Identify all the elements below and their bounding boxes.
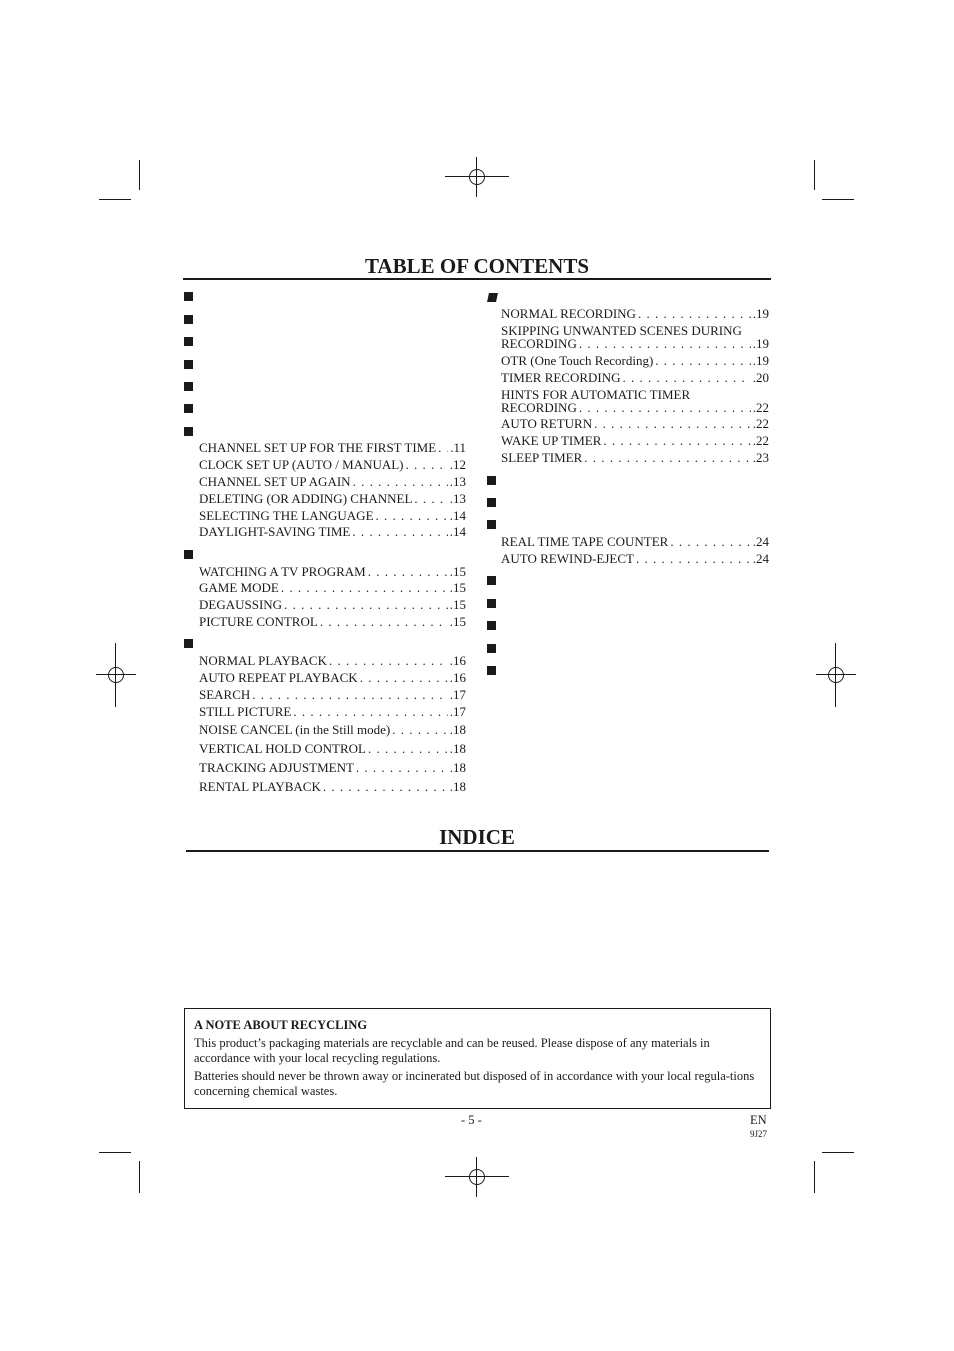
toc-entry-label: PICTURE CONTROL	[199, 614, 318, 629]
section-bullet-icon	[184, 360, 193, 369]
dot-leader	[594, 416, 751, 431]
dot-leader	[670, 534, 750, 549]
dot-leader	[623, 370, 751, 385]
dot-leader	[406, 457, 448, 472]
toc-entry-label: AUTO REWIND-EJECT	[501, 551, 634, 566]
crop-mark	[99, 1152, 131, 1153]
registration-mark-icon	[457, 1157, 497, 1197]
toc-entry[interactable]	[501, 336, 769, 351]
toc-entry-page: .18	[449, 722, 466, 737]
toc-entry[interactable]	[501, 370, 769, 385]
toc-entry-page: .23	[752, 450, 769, 465]
toc-entry-label: NORMAL PLAYBACK	[199, 653, 327, 668]
crop-mark	[139, 1161, 140, 1193]
toc-entry[interactable]	[501, 450, 769, 465]
recycling-note-box	[184, 1008, 771, 1109]
toc-entry-label: STILL PICTURE	[199, 704, 292, 719]
toc-entry[interactable]	[501, 306, 769, 321]
toc-entry[interactable]	[199, 491, 466, 506]
toc-entry-label: WATCHING A TV PROGRAM	[199, 564, 366, 579]
dot-leader	[368, 741, 448, 756]
toc-entry-page: .15	[449, 564, 466, 579]
dot-leader	[655, 353, 750, 368]
toc-entry-page: .13	[449, 491, 466, 506]
toc-entry-page: .20	[752, 370, 769, 385]
toc-entry-label: CLOCK SET UP (AUTO / MANUAL)	[199, 457, 404, 472]
dot-leader	[438, 440, 448, 455]
toc-entry-label: AUTO RETURN	[501, 416, 593, 431]
registration-mark-icon	[96, 655, 136, 695]
toc-entry[interactable]	[199, 779, 466, 794]
dot-leader	[356, 760, 448, 775]
toc-entry-label: CHANNEL SET UP AGAIN	[199, 474, 351, 489]
toc-entry-label: DELETING (OR ADDING) CHANNEL	[199, 491, 413, 506]
toc-entry-page: .17	[449, 704, 466, 719]
section-bullet-icon	[487, 476, 496, 485]
registration-mark-icon	[457, 157, 497, 197]
toc-entry[interactable]	[199, 670, 466, 685]
toc-entry[interactable]	[501, 551, 769, 566]
dot-leader	[579, 400, 751, 415]
toc-entry-page: .11	[450, 440, 466, 455]
toc-entry[interactable]	[199, 508, 466, 523]
section-bullet-icon	[184, 427, 193, 436]
toc-entry[interactable]	[501, 416, 769, 431]
toc-entry-label: OTR (One Touch Recording)	[501, 353, 654, 368]
page-number: - 5 -	[461, 1113, 482, 1127]
section-bullet-icon	[487, 576, 496, 585]
dot-leader	[636, 551, 751, 566]
section-bullet-icon	[487, 666, 496, 675]
toc-entry-page: .17	[449, 687, 466, 702]
section-bullet-icon	[487, 498, 496, 507]
toc-entry-label: SLEEP TIMER	[501, 450, 583, 465]
dot-leader	[329, 653, 448, 668]
toc-entry[interactable]	[199, 474, 466, 489]
toc-entry-page: .15	[449, 614, 466, 629]
toc-entry[interactable]	[199, 440, 466, 455]
dot-leader	[360, 670, 448, 685]
dot-leader	[323, 779, 448, 794]
recycling-note-paragraph: Batteries should never be thrown away or incinerated but disposed of in accordance with your local regula-tions concerning chemical wastes.	[194, 1068, 755, 1098]
toc-entry-label: RENTAL PLAYBACK	[199, 779, 321, 794]
dot-leader	[320, 614, 448, 629]
registration-mark-icon	[816, 655, 856, 695]
toc-entry-page: .19	[752, 353, 769, 368]
section-bullet-icon	[184, 639, 193, 648]
toc-entry[interactable]	[501, 534, 769, 549]
section-bullet-icon	[184, 337, 193, 346]
toc-entry-page: .18	[449, 760, 466, 775]
toc-entry[interactable]	[501, 400, 769, 415]
toc-entry-page: .14	[449, 524, 466, 539]
toc-entry[interactable]	[199, 524, 466, 539]
toc-entry-label: SEARCH	[199, 687, 251, 702]
toc-entry-label: VERTICAL HOLD CONTROL	[199, 741, 367, 756]
section-bullet-icon	[184, 550, 193, 559]
dot-leader	[584, 450, 750, 465]
crop-mark	[822, 1152, 854, 1153]
toc-entry-page: .16	[449, 670, 466, 685]
section-bullet-icon	[184, 382, 193, 391]
language-code: EN	[750, 1113, 767, 1127]
toc-entry-label: SELECTING THE LANGUAGE	[199, 508, 374, 523]
toc-entry-page: .22	[752, 433, 769, 448]
toc-entry-page: .19	[752, 336, 769, 351]
toc-entry-page: .16	[449, 653, 466, 668]
dot-leader	[368, 564, 448, 579]
toc-entry-page: .15	[449, 580, 466, 595]
model-code: 9J27	[750, 1129, 768, 1139]
dot-leader	[603, 433, 750, 448]
recycling-note-heading: A NOTE ABOUT RECYCLING	[194, 1018, 368, 1032]
toc-entry-label: DAYLIGHT-SAVING TIME	[199, 524, 351, 539]
toc-entry-page: .18	[449, 779, 466, 794]
dot-leader	[579, 336, 751, 351]
toc-entry-page: .24	[752, 534, 769, 549]
dot-leader	[281, 580, 448, 595]
toc-entry[interactable]	[199, 653, 466, 668]
recycling-note-paragraph: This product’s packaging materials are recyclable and can be reused. Please dispose of any materials in accordance with your local recycling regulations.	[194, 1035, 710, 1065]
section-bullet-icon	[487, 599, 496, 608]
toc-entry-label: DEGAUSSING	[199, 597, 283, 612]
crop-mark	[822, 199, 854, 200]
toc-entry[interactable]	[199, 597, 466, 612]
crop-mark	[139, 160, 140, 190]
dot-leader	[352, 524, 447, 539]
toc-entry[interactable]	[199, 614, 466, 629]
toc-entry[interactable]	[199, 722, 466, 737]
section-bullet-icon	[487, 520, 496, 529]
indice-title: INDICE	[439, 825, 515, 849]
toc-entry[interactable]	[199, 760, 466, 775]
toc-entry-page: .19	[752, 306, 769, 321]
dot-leader	[376, 508, 448, 523]
section-bullet-icon	[184, 292, 193, 301]
dot-leader	[293, 704, 447, 719]
toc-entry-label: TIMER RECORDING	[501, 370, 621, 385]
toc-entry-page: .24	[752, 551, 769, 566]
toc-entry[interactable]	[501, 353, 769, 368]
toc-entry-label: REAL TIME TAPE COUNTER	[501, 534, 669, 549]
toc-entry-label-line1: HINTS FOR AUTOMATIC TIMER	[501, 387, 691, 402]
dot-leader	[353, 474, 448, 489]
dot-leader	[284, 597, 448, 612]
dot-leader	[252, 687, 447, 702]
toc-entry-page: .14	[449, 508, 466, 523]
toc-entry[interactable]	[501, 433, 769, 448]
section-bullet-icon	[487, 644, 496, 653]
section-bullet-icon	[487, 293, 498, 302]
crop-mark	[814, 160, 815, 190]
indice-rule	[186, 850, 769, 852]
toc-entry[interactable]	[199, 687, 466, 702]
dot-leader	[392, 722, 447, 737]
section-bullet-icon	[184, 315, 193, 324]
crop-mark	[814, 1161, 815, 1193]
toc-entry-page: .12	[449, 457, 466, 472]
toc-entry-page: .22	[752, 416, 769, 431]
title-rule	[183, 278, 771, 280]
toc-entry-label: TRACKING ADJUSTMENT	[199, 760, 354, 775]
crop-mark	[99, 199, 131, 200]
toc-entry-page: .13	[449, 474, 466, 489]
toc-entry-page: .18	[449, 741, 466, 756]
toc-entry-label: AUTO REPEAT PLAYBACK	[199, 670, 358, 685]
dot-leader	[414, 491, 447, 506]
toc-entry-label: CHANNEL SET UP FOR THE FIRST TIME	[199, 440, 437, 455]
toc-entry-label: NOISE CANCEL (in the Still mode)	[199, 722, 391, 737]
toc-entry-page: .15	[449, 597, 466, 612]
toc-entry-label-line1: SKIPPING UNWANTED SCENES DURING	[501, 323, 742, 338]
toc-entry-label: GAME MODE	[199, 580, 279, 595]
page-title: TABLE OF CONTENTS	[364, 254, 590, 278]
section-bullet-icon	[184, 404, 193, 413]
toc-entry-page: .22	[752, 400, 769, 415]
toc-entry[interactable]	[199, 704, 466, 719]
toc-entry-label: RECORDING	[501, 336, 577, 351]
dot-leader	[638, 306, 751, 321]
toc-entry-label: RECORDING	[501, 400, 577, 415]
toc-entry[interactable]	[199, 457, 466, 472]
toc-entry-label: WAKE UP TIMER	[501, 433, 602, 448]
toc-entry-label: NORMAL RECORDING	[501, 306, 636, 321]
toc-entry[interactable]	[199, 580, 466, 595]
toc-entry[interactable]	[199, 741, 466, 756]
toc-entry[interactable]	[199, 564, 466, 579]
section-bullet-icon	[487, 621, 496, 630]
